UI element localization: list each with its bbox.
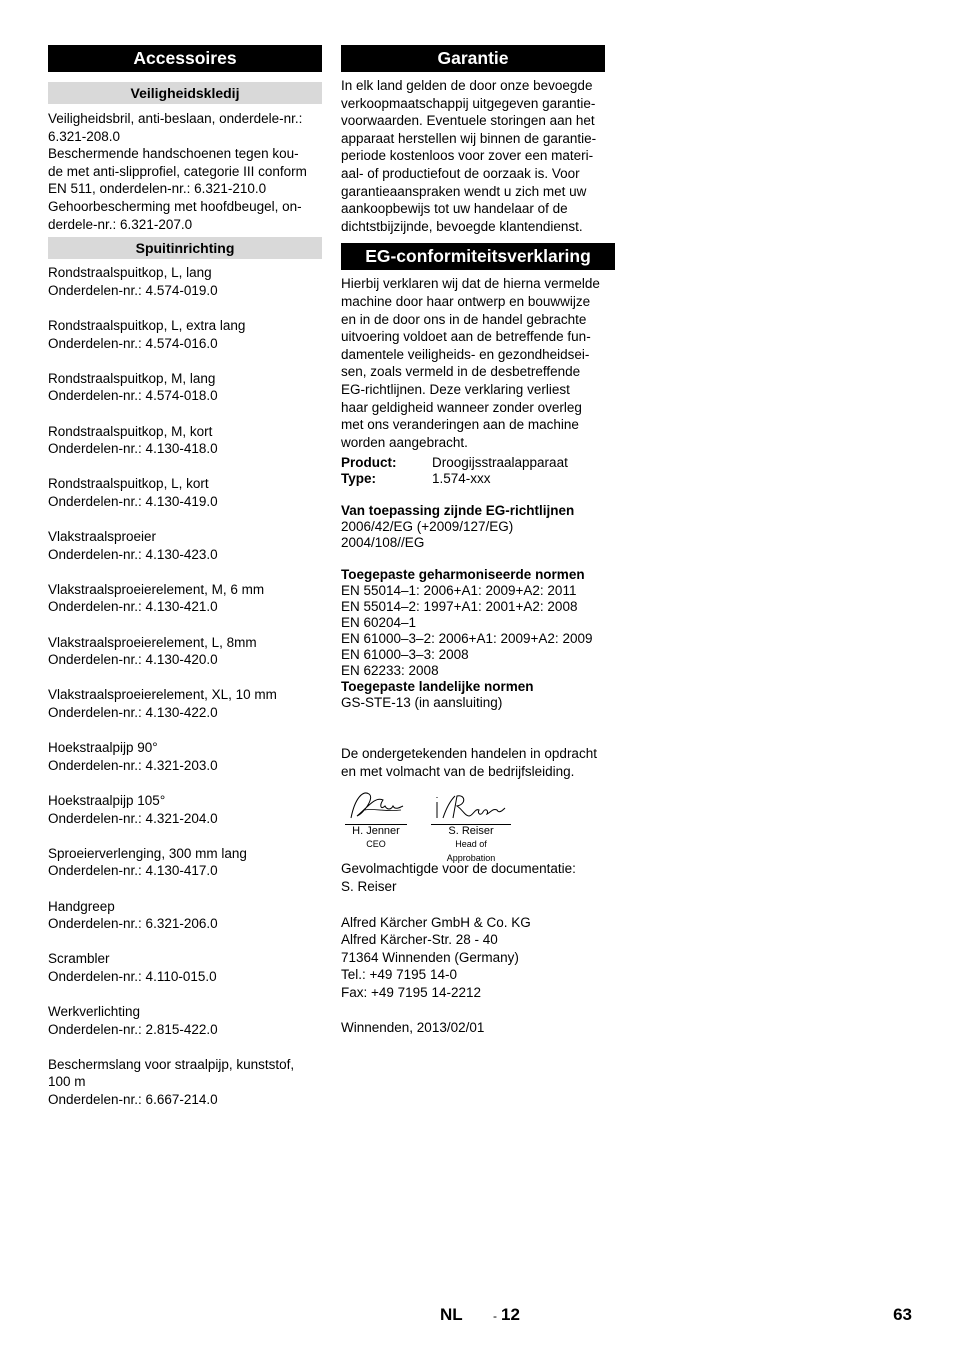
accessory-name: Scrambler <box>48 951 110 967</box>
signature-name-jenner: H. Jenner <box>352 825 400 838</box>
gevolmachtigde-text: Gevolmachtigde voor de documentatie: S. Reiser <box>341 861 576 895</box>
accessory-item <box>48 581 322 616</box>
richtlijnen-text: 2006/42/EG (+2009/127/EG) 2004/108//EG <box>341 519 514 551</box>
veiligheidskledij-text: Veiligheidsbril, anti-beslaan, onderdele-nr.: 6.321-208.0 Beschermende handschoenen tegen kou- de met anti-slipprofiel, categorie III conform EN 511, onderdelen-nr.: 6.321-210.0 Gehoorbescherming met hoofdbeugel, on- derdele-nr.: 6.321-207.0 <box>48 111 307 232</box>
accessory-item <box>48 528 322 563</box>
left-column <box>48 45 322 1126</box>
signature-role-reiser: Head of Approbation <box>446 839 496 864</box>
accessory-part-number: Onderdelen-nr.: 4.321-203.0 <box>48 757 218 773</box>
signature-reiser <box>431 788 511 865</box>
right-column <box>341 45 615 1036</box>
declaration-date: Winnenden, 2013/02/01 <box>341 1019 485 1035</box>
accessory-name: Rondstraalspuitkop, L, kort <box>48 476 209 492</box>
accessory-name: Rondstraalspuitkop, M, kort <box>48 423 213 439</box>
normen-text: EN 55014–1: 2006+A1: 2009+A2: 2011 EN 55014–2: 1997+A1: 2001+A2: 2008 EN 60204–1 EN 61000–3–2: 2006+A1: 2009+A2: 2009 EN 61000–3–3: 2008 EN 62233: 2008 <box>341 583 593 679</box>
accessory-item <box>48 950 322 985</box>
accessory-item <box>48 1056 322 1109</box>
footer-language: NL <box>440 1305 463 1324</box>
landelijk-text: GS-STE-13 (in aansluiting) <box>341 695 503 711</box>
eg-intro-text: Hierbij verklaren wij dat de hierna vermelde machine door haar ontwerp en bouwwijze en in de door ons in de handel gebrachte uitvoering voldoet aan de betreffende fun- damentele veiligheids- en gezondheidsei- sen, zoals vermeld in de desbetreffende EG-richtlijnen. Deze verklaring verliest haar geldigheid wanneer zonder overleg met ons veranderingen aan de machine worden aangebracht. <box>341 276 600 450</box>
footer-page-number: 63 <box>893 1305 912 1324</box>
signature-jenner <box>345 788 407 851</box>
accessory-item <box>48 475 322 510</box>
accessory-part-number: Onderdelen-nr.: 4.110-015.0 <box>48 968 217 984</box>
accessory-part-number: Onderdelen-nr.: 4.574-019.0 <box>48 282 218 298</box>
accessory-item <box>48 686 322 721</box>
ondergetekenden-text: De ondergetekenden handelen in opdracht en met volmacht van de bedrijfsleiding. <box>341 746 597 779</box>
accessory-name: Hoekstraalpijp 90° <box>48 740 158 756</box>
signature-name-reiser: S. Reiser <box>448 825 494 838</box>
accessory-name: Rondstraalspuitkop, L, lang <box>48 265 212 281</box>
normen-heading: Toegepaste geharmoniseerde normen <box>341 567 585 583</box>
signature-jenner-image <box>345 788 407 824</box>
accessory-part-number: Onderdelen-nr.: 2.815-422.0 <box>48 1021 218 1037</box>
signature-reiser-image <box>431 788 511 824</box>
product-value: Droogijsstraalapparaat <box>432 455 568 471</box>
type-row <box>341 471 615 487</box>
garantie-text: In elk land gelden de door onze bevoegde verkoopmaatschappij uitgegeven garantie- voorwaarden. Eventuele storingen aan het apparaat herstellen wij binnen de garantie- periode kostenloos voor zover een materi- aal- of productiefout de oorzaak is. Voor garantieaanspraken wendt u zich met uw aankoopbewijs tot uw handelaar of de dichtstbijzijnde, bevoegde klantendienst. <box>341 78 597 234</box>
landelijk-heading: Toegepaste landelijke normen <box>341 679 534 695</box>
accessory-part-number: Onderdelen-nr.: 4.574-018.0 <box>48 388 218 404</box>
footer-dash: - <box>493 1309 497 1323</box>
accessory-name: Beschermslang voor straalpijp, kunststof, 100 m <box>48 1056 295 1090</box>
type-value: 1.574-xxx <box>432 471 491 487</box>
accessory-name: Vlakstraalsproeierelement, XL, 10 mm <box>48 687 277 703</box>
accessory-item <box>48 370 322 405</box>
accessory-part-number: Onderdelen-nr.: 4.321-204.0 <box>48 810 218 826</box>
accessory-item <box>48 1003 322 1038</box>
accessory-name: Vlakstraalsproeier <box>48 529 157 545</box>
accessory-item <box>48 739 322 774</box>
accessory-item <box>48 634 322 669</box>
company-address: Alfred Kärcher GmbH & Co. KG Alfred Kärcher-Str. 28 - 40 71364 Winnenden (Germany) Tel.: +49 7195 14-0 Fax: +49 7195 14-2212 <box>341 914 531 1001</box>
accessory-part-number: Onderdelen-nr.: 4.130-419.0 <box>48 493 218 509</box>
accessory-item <box>48 845 322 880</box>
accessory-name: Vlakstraalsproeierelement, L, 8mm <box>48 634 257 650</box>
accessory-item <box>48 792 322 827</box>
accessory-part-number: Onderdelen-nr.: 6.321-206.0 <box>48 916 218 932</box>
accessory-name: Sproeierverlenging, 300 mm lang <box>48 845 247 861</box>
signature-role-jenner: CEO <box>366 839 386 850</box>
accessory-name: Vlakstraalsproeierelement, M, 6 mm <box>48 581 265 597</box>
eg-conformiteit-heading: EG-conformiteitsverklaring <box>341 243 615 270</box>
accessory-part-number: Onderdelen-nr.: 4.574-016.0 <box>48 335 218 351</box>
accessory-name: Werkverlichting <box>48 1004 141 1020</box>
accessory-item <box>48 264 322 299</box>
accessory-part-number: Onderdelen-nr.: 4.130-422.0 <box>48 705 218 720</box>
spuitinrichting-heading: Spuitinrichting <box>48 237 322 259</box>
accessory-name: Hoekstraalpijp 105° <box>48 792 166 808</box>
accessory-part-number: Onderdelen-nr.: 4.130-417.0 <box>48 863 218 879</box>
accessory-part-number: Onderdelen-nr.: 6.667-214.0 <box>48 1092 218 1108</box>
accessory-name: Rondstraalspuitkop, M, lang <box>48 370 216 386</box>
accessory-part-number: Onderdelen-nr.: 4.130-421.0 <box>48 599 218 615</box>
product-label: Product: <box>341 455 397 471</box>
footer-page-ref <box>493 1306 520 1326</box>
footer-section-page: 12 <box>501 1305 520 1324</box>
accessory-item <box>48 898 322 933</box>
accessory-list <box>48 264 322 1109</box>
garantie-heading: Garantie <box>341 45 605 72</box>
accessory-name: Handgreep <box>48 898 115 914</box>
accessory-part-number: Onderdelen-nr.: 4.130-423.0 <box>48 546 218 562</box>
accessoires-heading: Accessoires <box>48 45 322 72</box>
accessory-item <box>48 317 322 352</box>
product-row <box>341 455 615 471</box>
signatures <box>341 788 615 864</box>
richtlijnen-heading: Van toepassing zijnde EG-richtlijnen <box>341 503 575 519</box>
accessory-name: Rondstraalspuitkop, L, extra lang <box>48 317 246 333</box>
type-label: Type: <box>341 471 377 487</box>
accessory-part-number: Onderdelen-nr.: 4.130-418.0 <box>48 441 218 457</box>
accessory-part-number: Onderdelen-nr.: 4.130-420.0 <box>48 652 218 668</box>
accessory-item <box>48 423 322 458</box>
veiligheidskledij-heading: Veiligheidskledij <box>48 82 322 104</box>
